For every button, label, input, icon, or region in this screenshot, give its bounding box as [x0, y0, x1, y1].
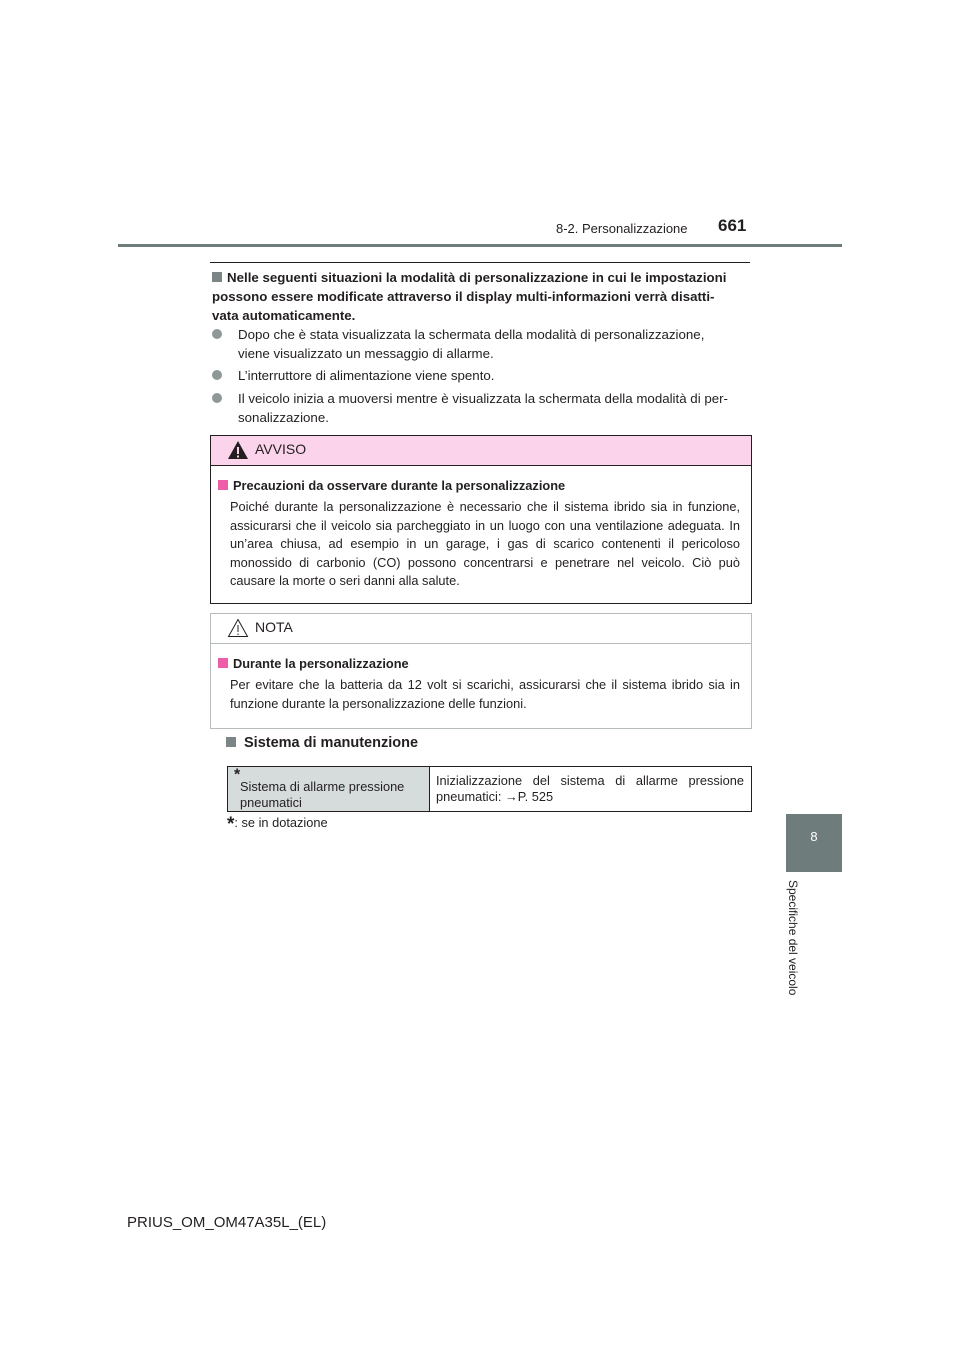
circle-bullet-icon: [212, 370, 222, 380]
warning-subtitle: [218, 478, 565, 493]
intro-heading-line3: vata automaticamente.: [212, 308, 356, 323]
section-title: [226, 735, 418, 751]
section-title-text: Sistema di manutenzione: [244, 735, 419, 751]
footer-doc-code: PRIUS_OM_OM47A35L_(EL): [127, 1214, 327, 1231]
square-bullet-icon: [218, 480, 228, 490]
list-item-line: L’interruttore di alimentazione viene spento.: [238, 368, 495, 383]
intro-heading: [212, 268, 750, 325]
note-box: [210, 613, 752, 729]
circle-bullet-icon: [212, 329, 222, 339]
chapter-number: 8: [810, 829, 818, 844]
list-item-line: Dopo che è stata visualizzata la schermata della modalità di personalizzazione,: [238, 327, 705, 342]
square-bullet-icon: [226, 737, 236, 747]
note-subtitle-text: Durante la personalizzazione: [233, 656, 409, 671]
content-top-rule: [210, 262, 750, 263]
footnote: [227, 814, 328, 836]
warning-box: [210, 435, 752, 604]
chapter-title-text: Specifiche del veicolo: [786, 880, 800, 996]
warning-header: [211, 436, 751, 466]
page-number: 661: [718, 216, 747, 235]
list-item: [212, 389, 750, 427]
list-item: [212, 325, 750, 363]
chapter-title: [780, 880, 808, 1010]
header-rule: [118, 244, 842, 247]
intro-heading-line2: possono essere modificate attraverso il display multi-informazioni verrà disatti-: [212, 289, 715, 304]
asterisk-mark: *: [234, 766, 241, 784]
note-label: NOTA: [255, 619, 293, 635]
note-body: Per evitare che la batteria da 12 volt si scarichi, assicurarsi che il sistema ibrido sia in funzione durante la personalizzazione delle funzioni.: [230, 677, 740, 711]
maintenance-table: [227, 766, 752, 812]
caution-triangle-icon: [227, 618, 249, 638]
list-item-line: sonalizzazione.: [238, 410, 329, 425]
table-item-text: Sistema di allarme pressione pneumatici: [240, 779, 405, 810]
warning-subtitle-text: Precauzioni da osservare durante la personalizzazione: [233, 478, 566, 493]
list-item: [212, 366, 750, 385]
table-cell-description: Inizializzazione del sistema di allarme pressione pneumatici: →P. 525: [436, 773, 744, 804]
table-cell-item: [228, 767, 430, 811]
warning-body: Poiché durante la personalizzazione è necessario che il sistema ibrido sia in funzione, assicurarsi che il veicolo sia parcheggiato in un luogo con una ventilazione adeguata. In un’area chiusa, ad esempio in un garage, i gas di scarico contenenti il pericoloso monossido di carbonio (CO) possono concentrarsi e penetrare nel veicolo. Ciò può causare la morte o seri danni alla salute.: [230, 499, 740, 589]
circle-bullet-icon: [212, 393, 222, 403]
list-item-line: viene visualizzato un messaggio di allarme.: [238, 346, 494, 361]
footnote-text: : se in dotazione: [234, 815, 328, 830]
square-bullet-icon: [212, 272, 222, 282]
section-header: 8-2. Personalizzazione: [556, 221, 688, 236]
square-bullet-icon: [218, 658, 228, 668]
note-subtitle: [218, 656, 409, 671]
warning-triangle-icon: [227, 440, 249, 460]
warning-label: AVVISO: [255, 441, 307, 457]
note-header: [211, 614, 751, 644]
footnote-mark: *: [227, 814, 235, 835]
list-item-line: Il veicolo inizia a muoversi mentre è visualizzata la schermata della modalità di per-: [238, 391, 728, 406]
intro-heading-line1: Nelle seguenti situazioni la modalità di personalizzazione in cui le impostazioni: [227, 270, 727, 285]
